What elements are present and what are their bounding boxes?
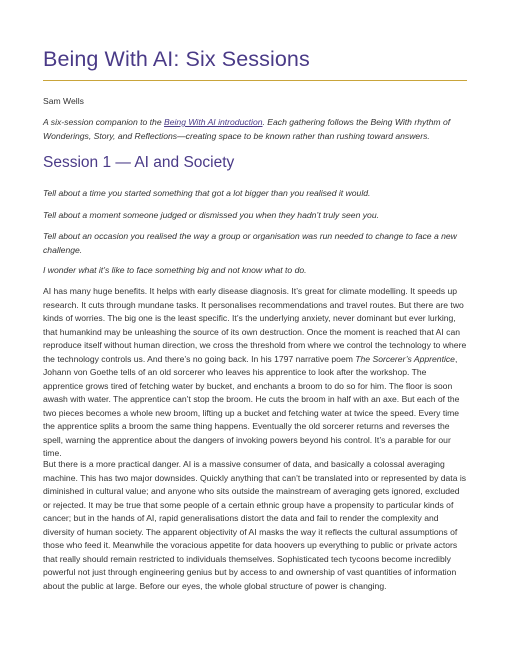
page-title: Being With AI: Six Sessions <box>43 47 310 71</box>
wondering-prompt-2: Tell about a moment someone judged or dismissed you when they hadn’t truly seen you. <box>43 210 379 220</box>
paragraph-1-text-a: AI has many huge benefits. It helps with early disease diagnosis. It’s great for climate modelling. It speeds up research. It cuts through mundane tasks. It personalises recommendations and travel routes. But there are two kinds of worries. The big one is the least specific. It’s the underlying anxiety, never dominant but ever lurking, that humankind may be unleashing the source of its own destruction. Once the moment is reached that AI can reproduce itself without human direction, we cross the threshold from where we control the technology to where the technology controls us. And there’s no going back. In his 1797 narrative poem <box>43 286 467 364</box>
title-divider <box>43 80 467 81</box>
wondering-prompt-4: I wonder what it’s like to face something big and not know what to do. <box>43 265 307 275</box>
intro-paragraph <box>43 116 467 143</box>
body-paragraph-2: But there is a more practical danger. AI is a massive consumer of data, and basically a colossal averaging machine. This has two major downsides. Quickly anything that can’t be translated into or represented by data is diminished in cultural value; and anyone who sits outside the mainstream of averaging gets ignored, excluded or rejected. It may be true that some people of a certain ethnic group have a propensity to particular kinds of cancer; but in the hands of AI, rapid generalisations distort the data and fail to render the complexity and diversity of human society. The apparent objectivity of AI masks the way it reflects the cultural assumptions of those who feed it. Meanwhile the voracious appetite for data hoovers up everything to public or private actors that really should remain restricted to individuals themselves. Sophisticated tech tycoons become incredibly powerful not just through engineering genius but by access to and ownership of vast quantities of information about the public at large. Before our eyes, the whole global structure of power is changing. <box>43 459 467 591</box>
poem-title: The Sorcerer’s Apprentice <box>355 353 455 364</box>
wondering-prompt-3: Tell about an occasion you realised the way a group or organisation was run needed to change to face a new challenge. <box>43 231 457 255</box>
intro-text-before-link: A six-session companion to the <box>43 117 165 127</box>
intro-link[interactable]: Being With AI introduction <box>164 117 263 127</box>
paragraph-1-text-b: , Johann von Goethe tells of an old sorcerer who leaves his apprentice to look after the workshop. The apprentice grows tired of fetching water by bucket, and enchants a broom to do so for him. The floor is soon awash with water. The apprentice can’t stop the broom. He cuts the broom in half with an axe. But each of the two pieces becomes a whole new broom, lifting up a bucket and fetching water at twice the speed. Every time the apprentice splits a broom the same thing happens. Eventually the old sorcerer returns and reverses the spell, warning the apprentice about the dangers of invoking powers beyond his control. It’s a parable for our time. <box>43 353 460 458</box>
session-heading: Session 1 — AI and Society <box>43 154 235 171</box>
wondering-prompt-1: Tell about a time you started something that got a lot bigger than you realised it would. <box>43 188 371 198</box>
intro-text-after-link: . Each gathering follows the Being With rhythm of Wonderings, Story, and Reflections—creating space to be known rather than rushing toward answers. <box>43 117 451 141</box>
author-name: Sam Wells <box>43 96 84 106</box>
body-paragraph-1 <box>43 285 467 461</box>
